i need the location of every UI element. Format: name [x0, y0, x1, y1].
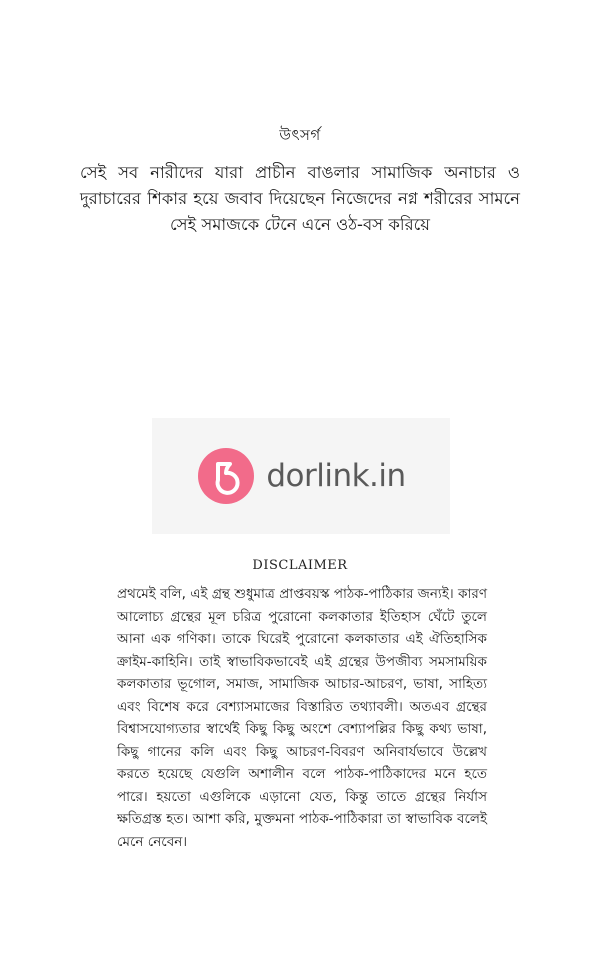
- dedication-title: উৎসর্গ: [279, 126, 321, 144]
- dedication-text: সেই সব নারীদের যারা প্রাচীন বাঙলার সামাজিক অনাচার ও দুরাচারের শিকার হয়ে জবাব দিয়েছেন নিজেদের নগ্ন শরীরের সামনে সেই সমাজকে টেনে এনে ওঠ-বস করিয়ে: [80, 163, 520, 234]
- watermark-text: dorlink.in: [266, 458, 406, 494]
- watermark: [152, 418, 450, 534]
- disclaimer-text: প্রথমেই বলি, এই গ্রন্থ শুধুমাত্র প্রাপ্তবয়স্ক পাঠক-পাঠিকার জন্যই। কারণ আলোচ্য গ্রন্থের মূল চরিত্র পুরোনো কলকাতার ইতিহাস ঘেঁটে তুলে আনা এক গণিকা। তাকে ঘিরেই পুরোনো কলকাতার এই ঐতিহাসিক ক্রাইম-কাহিনি। তাই স্বাভাবিকভাবেই এই গ্রন্থের উপজীব্য সমসাময়িক কলকাতার ভূগোল, সমাজ, সামাজিক আচার-আচরণ, ভাষা, সাহিত্য এবং বিশেষ করে বেশ্যাসমাজের বিস্তারিত তথ্যাবলী। অতএব গ্রন্থের বিশ্বাসযোগ্যতার স্বার্থেই কিছু কিছু অংশে বেশ্যাপল্লির কিছু কথ্য ভাষা, কিছু গানের কলি এবং কিছু আচরণ-বিবরণ অনিবার্যভাবে উল্লেখ করতে হয়েছে যেগুলি অশালীন বলে পাঠক-পাঠিকাদের মনে হতে পারে। হয়তো এগুলিকে এড়ানো যেত, কিন্তু তাতে গ্রন্থের নির্যাস ক্ষতিগ্রস্ত হত। আশা করি, মুক্তমনা পাঠক-পাঠিকারা তা স্বাভাবিক বলেই মেনে নেবেন।: [117, 586, 487, 850]
- disclaimer-title: DISCLAIMER: [252, 558, 348, 573]
- dorlink-logo-icon: [196, 446, 256, 506]
